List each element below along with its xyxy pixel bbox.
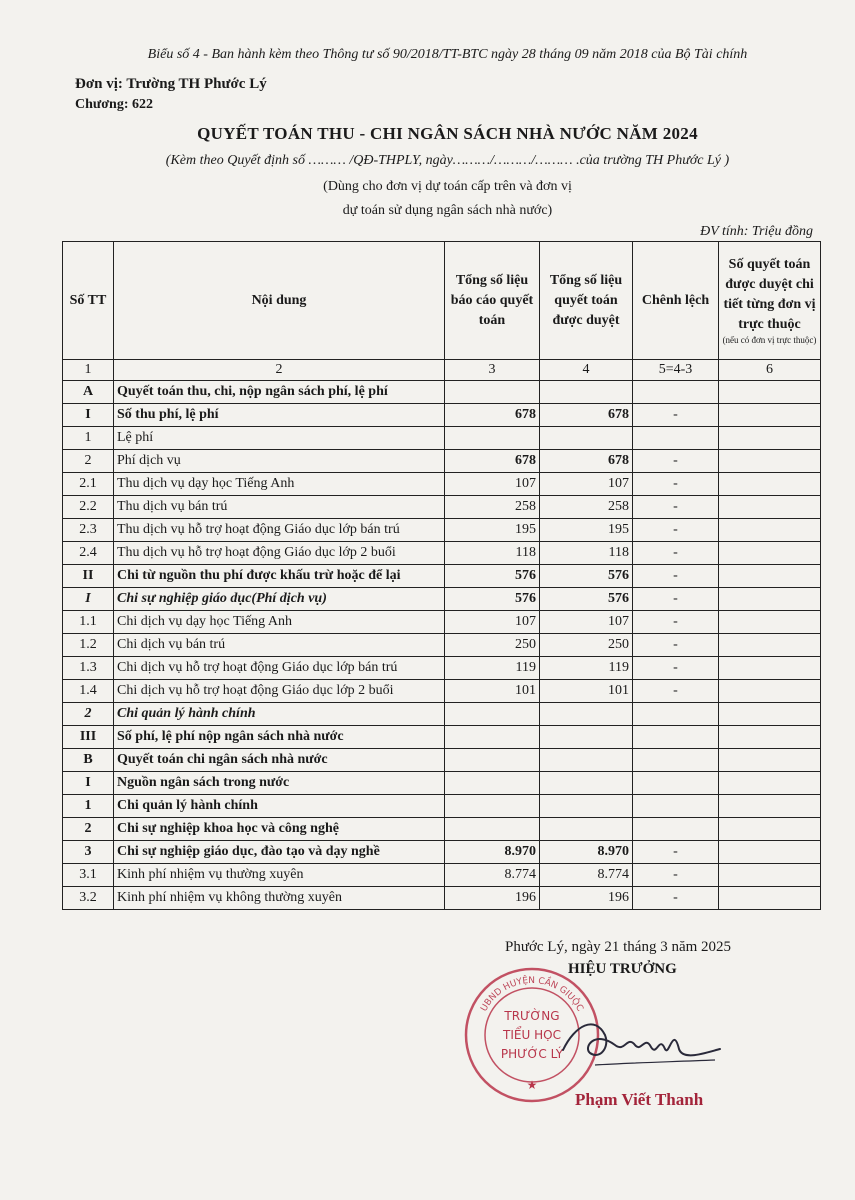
header-diff: Chênh lệch (633, 242, 719, 360)
header-approved: Tổng số liệu quyết toán được duyệt (540, 242, 633, 360)
row-detail (719, 473, 821, 496)
column-number-row (63, 360, 821, 381)
row-approved: 8.970 (540, 841, 633, 864)
unit-note: ĐV tính: Triệu đồng (700, 224, 813, 239)
row-approved: 107 (540, 611, 633, 634)
row-diff: - (633, 404, 719, 427)
row-content: Chi sự nghiệp khoa học và công nghệ (114, 818, 445, 841)
table-row (63, 726, 821, 749)
table-row (63, 427, 821, 450)
usage-note-line2: dự toán sử dụng ngân sách nhà nước) (342, 203, 553, 218)
row-stt: 1.2 (63, 634, 114, 657)
row-stt: 2 (63, 450, 114, 473)
row-reported: 8.970 (445, 841, 540, 864)
seal-star-icon: ★ (526, 1078, 538, 1092)
row-approved: 101 (540, 680, 633, 703)
row-diff (633, 772, 719, 795)
row-content: Chi sự nghiệp giáo dục(Phí dịch vụ) (114, 588, 445, 611)
row-detail (719, 381, 821, 404)
row-content: Chi dịch vụ hỗ trợ hoạt động Giáo dục lớp bán trú (114, 657, 445, 680)
row-detail (719, 657, 821, 680)
row-detail (719, 542, 821, 565)
row-approved (540, 427, 633, 450)
row-approved: 678 (540, 404, 633, 427)
row-stt: 2.2 (63, 496, 114, 519)
row-detail (719, 634, 821, 657)
row-approved (540, 749, 633, 772)
table-row (63, 887, 821, 910)
row-diff: - (633, 450, 719, 473)
row-diff (633, 381, 719, 404)
table-row (63, 749, 821, 772)
row-approved (540, 795, 633, 818)
header-stt: Số TT (63, 242, 114, 360)
column-number: 2 (114, 360, 445, 381)
row-stt: 1.1 (63, 611, 114, 634)
row-content: Nguồn ngân sách trong nước (114, 772, 445, 795)
row-reported: 678 (445, 404, 540, 427)
row-diff: - (633, 611, 719, 634)
row-content: Chi dịch vụ hỗ trợ hoạt động Giáo dục lớp 2 buổi (114, 680, 445, 703)
row-detail (719, 841, 821, 864)
row-detail (719, 726, 821, 749)
row-reported: 195 (445, 519, 540, 542)
row-content: Kinh phí nhiệm vụ thường xuyên (114, 864, 445, 887)
column-number: 3 (445, 360, 540, 381)
document-title: QUYẾT TOÁN THU - CHI NGÂN SÁCH NHÀ NƯỚC NĂM 2024 (197, 124, 698, 143)
row-stt: A (63, 381, 114, 404)
row-content: Chi dịch vụ dạy học Tiếng Anh (114, 611, 445, 634)
row-diff: - (633, 864, 719, 887)
row-approved (540, 381, 633, 404)
form-reference: Biểu số 4 - Ban hành kèm theo Thông tư số 90/2018/TT-BTC ngày 28 tháng 09 năm 2018 của Bộ Tài chính (147, 47, 748, 62)
row-reported: 8.774 (445, 864, 540, 887)
signer-position: HIỆU TRƯỞNG (568, 961, 677, 977)
row-stt: 3 (63, 841, 114, 864)
row-diff: - (633, 473, 719, 496)
row-detail (719, 565, 821, 588)
row-content: Kinh phí nhiệm vụ không thường xuyên (114, 887, 445, 910)
row-detail (719, 588, 821, 611)
row-stt: 2.3 (63, 519, 114, 542)
row-diff: - (633, 887, 719, 910)
row-stt: I (63, 588, 114, 611)
row-stt: 1.4 (63, 680, 114, 703)
row-approved: 196 (540, 887, 633, 910)
row-content: Thu dịch vụ hỗ trợ hoạt động Giáo dục lớp bán trú (114, 519, 445, 542)
row-reported (445, 703, 540, 726)
row-detail (719, 519, 821, 542)
row-detail (719, 427, 821, 450)
row-diff: - (633, 496, 719, 519)
row-reported (445, 795, 540, 818)
row-detail (719, 864, 821, 887)
row-approved: 678 (540, 450, 633, 473)
row-stt: III (63, 726, 114, 749)
row-approved (540, 772, 633, 795)
row-reported: 101 (445, 680, 540, 703)
header-detail-note: (nếu có đơn vị trực thuộc) (722, 335, 817, 345)
row-content: Số thu phí, lệ phí (114, 404, 445, 427)
table-row (63, 680, 821, 703)
row-reported (445, 818, 540, 841)
seal-line-1: TRƯỜNG (504, 1009, 560, 1023)
row-stt: B (63, 749, 114, 772)
table-row (63, 657, 821, 680)
row-stt: I (63, 404, 114, 427)
row-content: Lệ phí (114, 427, 445, 450)
table-row (63, 703, 821, 726)
row-detail (719, 450, 821, 473)
row-detail (719, 772, 821, 795)
row-stt: 1 (63, 795, 114, 818)
row-stt: I (63, 772, 114, 795)
row-diff: - (633, 657, 719, 680)
row-content: Thu dịch vụ dạy học Tiếng Anh (114, 473, 445, 496)
row-diff (633, 726, 719, 749)
row-diff (633, 795, 719, 818)
row-reported: 678 (445, 450, 540, 473)
row-diff (633, 749, 719, 772)
column-number: 4 (540, 360, 633, 381)
row-stt: 2 (63, 818, 114, 841)
row-reported (445, 749, 540, 772)
table-row (63, 818, 821, 841)
table-row (63, 519, 821, 542)
table-header-row (63, 242, 821, 360)
row-approved: 107 (540, 473, 633, 496)
table-row (63, 841, 821, 864)
document-subtitle: (Kèm theo Quyết định số ……… /QĐ-THPLY, ngày………/………/……… .của trường TH Phước Lý ) (165, 153, 730, 168)
signer-name: Phạm Viết Thanh (575, 1090, 704, 1109)
chapter-label: Chương: 622 (75, 97, 153, 112)
column-number: 6 (719, 360, 821, 381)
row-reported: 250 (445, 634, 540, 657)
row-reported: 576 (445, 588, 540, 611)
row-reported: 107 (445, 473, 540, 496)
row-diff: - (633, 519, 719, 542)
row-approved (540, 818, 633, 841)
table-row (63, 795, 821, 818)
row-approved: 576 (540, 565, 633, 588)
table-row (63, 588, 821, 611)
row-reported (445, 427, 540, 450)
row-diff: - (633, 680, 719, 703)
table-row (63, 611, 821, 634)
row-stt: II (63, 565, 114, 588)
row-stt: 3.2 (63, 887, 114, 910)
row-reported: 576 (445, 565, 540, 588)
row-diff: - (633, 588, 719, 611)
table-row (63, 473, 821, 496)
row-reported: 258 (445, 496, 540, 519)
row-reported (445, 726, 540, 749)
unit-label: Đơn vị: Trường TH Phước Lý (75, 76, 267, 92)
row-diff: - (633, 634, 719, 657)
row-reported (445, 772, 540, 795)
row-content: Chi quản lý hành chính (114, 795, 445, 818)
table-row (63, 542, 821, 565)
row-diff (633, 427, 719, 450)
row-approved: 576 (540, 588, 633, 611)
row-stt: 3.1 (63, 864, 114, 887)
row-detail (719, 404, 821, 427)
table-row (63, 381, 821, 404)
row-diff: - (633, 565, 719, 588)
table-row (63, 864, 821, 887)
place-date: Phước Lý, ngày 21 tháng 3 năm 2025 (505, 939, 732, 955)
row-stt: 2.4 (63, 542, 114, 565)
row-content: Thu dịch vụ hỗ trợ hoạt động Giáo dục lớp 2 buổi (114, 542, 445, 565)
row-content: Chi quản lý hành chính (114, 703, 445, 726)
row-diff: - (633, 542, 719, 565)
header-detail-label: Số quyết toán được duyệt chi tiết từng đơn vị trực thuộc (723, 257, 816, 332)
row-detail (719, 749, 821, 772)
row-diff (633, 703, 719, 726)
row-reported: 118 (445, 542, 540, 565)
row-approved: 250 (540, 634, 633, 657)
row-stt: 1.3 (63, 657, 114, 680)
row-detail (719, 887, 821, 910)
row-reported: 196 (445, 887, 540, 910)
row-approved: 118 (540, 542, 633, 565)
handwritten-signature (555, 1005, 725, 1075)
header-detail (719, 242, 821, 360)
header-content: Nội dung (114, 242, 445, 360)
settlement-table (62, 241, 821, 910)
row-approved: 8.774 (540, 864, 633, 887)
row-approved: 119 (540, 657, 633, 680)
row-stt: 2 (63, 703, 114, 726)
row-approved: 195 (540, 519, 633, 542)
row-diff (633, 818, 719, 841)
usage-note-line1: (Dùng cho đơn vị dự toán cấp trên và đơn vị (323, 179, 572, 194)
row-detail (719, 680, 821, 703)
row-approved (540, 703, 633, 726)
table-row (63, 496, 821, 519)
row-detail (719, 611, 821, 634)
row-detail (719, 795, 821, 818)
row-approved: 258 (540, 496, 633, 519)
seal-arc-text: UBND HUYỆN CẦN GIUỘC (479, 975, 585, 1014)
table-row (63, 634, 821, 657)
row-content: Số phí, lệ phí nộp ngân sách nhà nước (114, 726, 445, 749)
seal-line-3: PHƯỚC LÝ (500, 1047, 564, 1061)
seal-line-2: TIỂU HỌC (503, 1028, 561, 1042)
row-content: Thu dịch vụ bán trú (114, 496, 445, 519)
row-content: Phí dịch vụ (114, 450, 445, 473)
row-stt: 1 (63, 427, 114, 450)
row-detail (719, 703, 821, 726)
row-content: Chi sự nghiệp giáo dục, đào tạo và dạy nghề (114, 841, 445, 864)
row-reported (445, 381, 540, 404)
row-detail (719, 818, 821, 841)
table-row (63, 772, 821, 795)
row-reported: 107 (445, 611, 540, 634)
row-stt: 2.1 (63, 473, 114, 496)
row-approved (540, 726, 633, 749)
header-reported: Tổng số liệu báo cáo quyết toán (445, 242, 540, 360)
row-content: Chi từ nguồn thu phí được khấu trừ hoặc để lại (114, 565, 445, 588)
row-detail (719, 496, 821, 519)
row-content: Quyết toán thu, chi, nộp ngân sách phí, lệ phí (114, 381, 445, 404)
row-content: Quyết toán chi ngân sách nhà nước (114, 749, 445, 772)
row-reported: 119 (445, 657, 540, 680)
column-number: 1 (63, 360, 114, 381)
table-row (63, 450, 821, 473)
column-number: 5=4-3 (633, 360, 719, 381)
row-diff: - (633, 841, 719, 864)
table-row (63, 565, 821, 588)
row-content: Chi dịch vụ bán trú (114, 634, 445, 657)
table-row (63, 404, 821, 427)
